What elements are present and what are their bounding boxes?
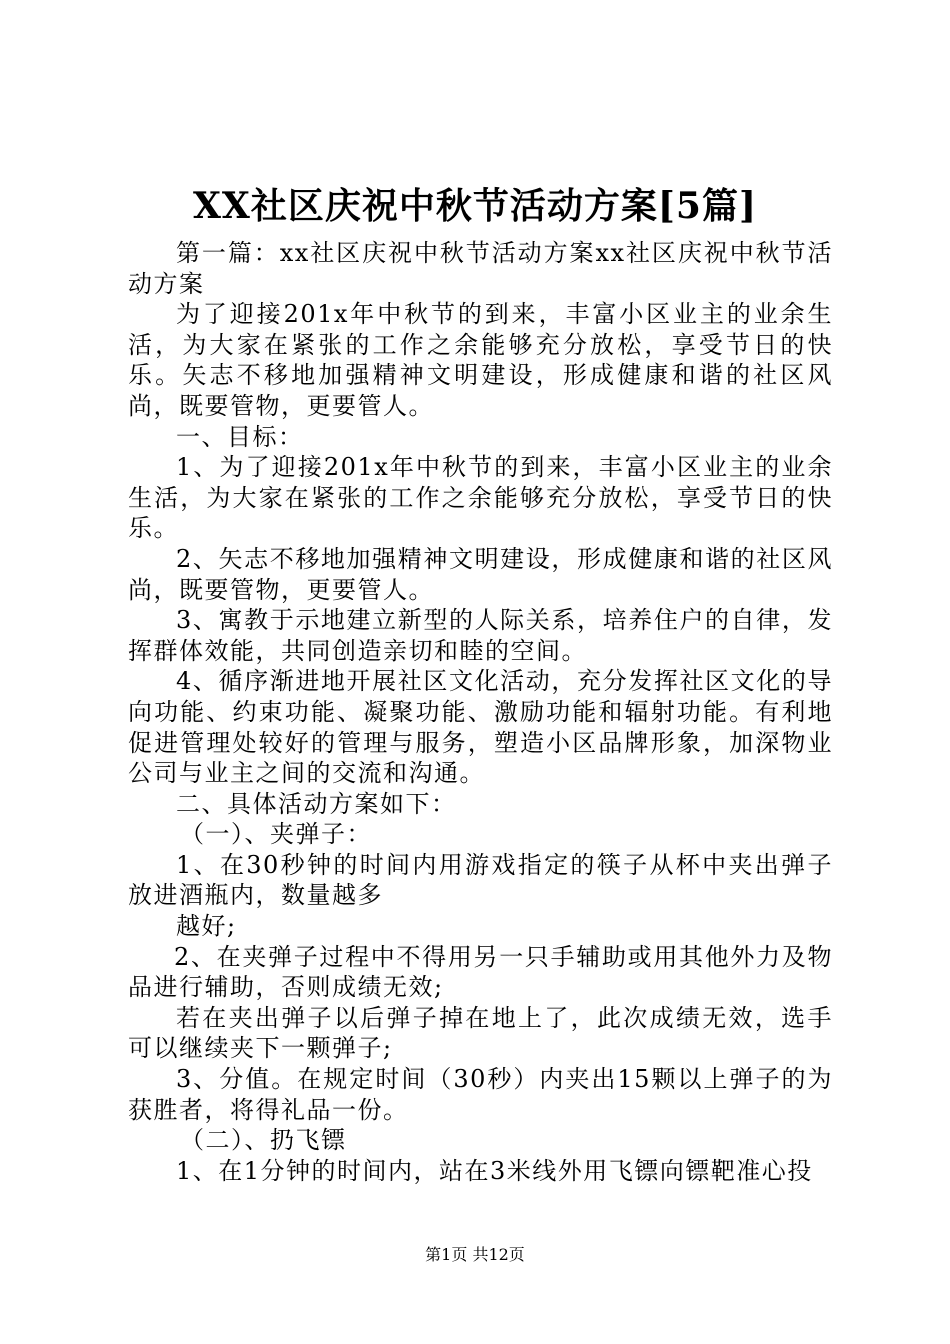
- paragraph-darts-rule-1: 1、在1分钟的时间内，站在3米线外用飞镖向镖靶准心投: [176, 1156, 813, 1185]
- paragraph-marbles-rule-1-cont: 越好;: [176, 912, 237, 941]
- paragraph-subsection-marbles: （一）、夹弹子：: [180, 820, 372, 849]
- paragraph-section-plan: 二、具体活动方案如下：: [176, 789, 457, 818]
- paragraph-marbles-rule-1: 1、在30秒钟的时间内用游戏指定的筷子从杯中夹出弹子放进酒瓶内，数量越多: [128, 850, 833, 910]
- paragraph-intro: 为了迎接201x年中秋节的到来，丰富小区业主的业余生活，为大家在紧张的工作之余能够充分放松，享受节日的快乐。矢志不移地加强精神文明建设，形成健康和谐的社区风尚，既要管物，更要管人。: [128, 300, 833, 420]
- paragraph-goal-2: 2、矢志不移地加强精神文明建设，形成健康和谐的社区风尚，既要管物，更要管人。: [128, 544, 833, 604]
- paragraph-heading-first-article: 第一篇：xx社区庆祝中秋节活动方案xx社区庆祝中秋节活动方案: [128, 239, 833, 298]
- page-number-footer: 第1页 共12页: [425, 1245, 525, 1264]
- paragraph-subsection-darts: （二）、扔飞镖: [180, 1126, 347, 1155]
- paragraph-goal-1: 1、为了迎接201x年中秋节的到来，丰富小区业主的业余生活，为大家在紧张的工作之余能够充分放松，享受节日的快乐。: [128, 453, 833, 543]
- paragraph-marbles-rule-2: 2、在夹弹子过程中不得用另一只手辅助或用其他外力及物品进行辅助，否则成绩无效;: [128, 942, 833, 1002]
- paragraph-goal-3: 3、寓教于示地建立新型的人际关系，培养住户的自律，发挥群体效能，共同创造亲切和睦的空间。: [128, 606, 833, 665]
- paragraph-marbles-rule-2-note: 若在夹出弹子以后弹子掉在地上了，此次成绩无效，选手可以继续夹下一颗弹子;: [128, 1003, 833, 1063]
- document-title: XX社区庆祝中秋节活动方案[5篇]: [193, 185, 757, 227]
- paragraph-marbles-rule-3: 3、分值。在规定时间（30秒）内夹出15颗以上弹子的为获胜者，将得礼品一份。: [128, 1065, 833, 1124]
- paragraph-section-goal: 一、目标：: [176, 422, 304, 451]
- document-body: [128, 238, 833, 1186]
- paragraph-goal-4: 4、循序渐进地开展社区文化活动，充分发挥社区文化的导向功能、约束功能、凝聚功能、激励功能和辐射功能。有利地促进管理处较好的管理与服务，塑造小区品牌形象，加深物业公司与业主之间的交流和沟通。: [128, 667, 833, 788]
